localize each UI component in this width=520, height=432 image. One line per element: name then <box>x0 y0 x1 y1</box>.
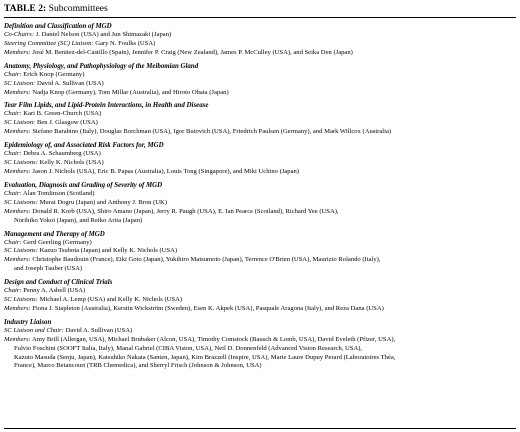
role-label: Chair: <box>4 189 22 197</box>
role-label: SC Liaison and Chair: <box>4 326 64 334</box>
member-line <box>4 199 516 208</box>
member-names: France), Marco Betancourt (TRB Chemedica), and Sherryl Frisch (Johnson & Johnson, USA) <box>14 362 262 370</box>
subcommittee-section <box>4 20 516 58</box>
member-line <box>4 159 516 168</box>
member-names: Debra A. Schaumberg (USA) <box>23 150 101 158</box>
member-line <box>4 256 516 265</box>
member-line <box>4 217 516 226</box>
member-line <box>4 327 516 336</box>
member-line <box>4 362 516 371</box>
subcommittee-title: Industry Liaison <box>4 318 52 326</box>
member-names: José M. Benitez-del-Castillo (Spain), Jennifer P. Craig (New Zealand), James P. McCulley (USA), and Seika Den (Japan) <box>32 48 353 56</box>
role-label: Co-Chairs: <box>4 31 35 38</box>
subcommittee-title: Anatomy, Physiology, and Pathophysiology of the Meibomian Gland <box>4 62 199 70</box>
role-label: Members: <box>4 304 31 312</box>
role-label: SC Liaison: <box>4 119 36 127</box>
member-names: Fulvio Foschini (SOOFT Italia, Italy), Manal Gabriel (CIBA Vision, USA), Neil D. Donnenfeld (Advanced Vision Research, USA), <box>14 344 363 352</box>
member-names: J. Daniel Nelson (USA) and Jun Shimazaki (Japan) <box>35 31 172 38</box>
member-names: Donald R. Korb (USA), Shiro Amano (Japan), Jerry R. Paugh (USA), E. Ian Pearce (Scotland), Richard Yee (USA), <box>32 207 339 215</box>
member-names: Kazuo Tsubota (Japan) and Kelly K. Nichols (USA) <box>39 247 178 255</box>
role-label: Chair: <box>4 150 22 158</box>
subcommittee-title: Evaluation, Diagnosis and Grading of Severity of MGD <box>4 181 163 189</box>
member-line <box>4 40 516 49</box>
role-label: Chair: <box>4 287 22 295</box>
sections-container <box>4 20 516 371</box>
role-label: SC Liaisons: <box>4 247 38 255</box>
subcommittee-section <box>4 60 516 98</box>
role-label: Members: <box>4 256 31 264</box>
member-line <box>4 296 516 305</box>
member-names: Christophe Baudouin (France), Eiki Goto (Japan), Yukihiro Matsumoto (Japan), Terrence O'Brien (USA), Maurizio Rolando (Italy), <box>32 256 381 264</box>
member-names: Kari B. Green-Church (USA) <box>23 110 102 118</box>
role-label: Members: <box>4 88 31 96</box>
role-label: Chair: <box>4 110 22 118</box>
member-line <box>4 190 516 199</box>
role-label: Members: <box>4 128 31 136</box>
table-caption <box>4 0 516 17</box>
member-line <box>4 354 516 363</box>
member-names: Kazuto Masuda (Senju, Japan), Katsuhiko Nakata (Santen, Japan), Kim Brazzell (Inspire, USA), Marie Laure Dupuy Perard (Laboratoires Théa, <box>14 353 396 361</box>
member-line <box>4 150 516 159</box>
subcommittee-section <box>4 179 516 226</box>
member-line <box>4 71 516 80</box>
role-label: SC Liaisons: <box>4 198 38 206</box>
member-names: Nadja Knop (Germany), Tom Millar (Australia), and Hiroto Obata (Japan) <box>32 88 229 96</box>
member-names: Norihiko Yokoi (Japan), and Reiko Arita (Japan) <box>14 216 143 224</box>
member-line <box>4 345 516 354</box>
role-label: Chair: <box>4 238 22 246</box>
subcommittee-section <box>4 316 516 372</box>
role-label: Members: <box>4 48 31 56</box>
member-line <box>4 239 516 248</box>
member-names: Murat Dogru (Japan) and Anthony J. Bron (UK) <box>39 198 168 206</box>
member-names: David A. Sullivan (USA) <box>65 326 133 334</box>
subcommittee-section <box>4 228 516 275</box>
subcommittee-title: Design and Conduct of Clinical Trials <box>4 279 113 287</box>
member-line <box>4 128 516 137</box>
subcommittee-title: Tear Film Lipids, and Lipid-Protein Interactions, in Health and Disease <box>4 102 209 110</box>
member-names: Penny A. Asbell (USA) <box>23 287 86 295</box>
member-line <box>4 31 516 40</box>
member-line <box>4 208 516 217</box>
member-names: Michael A. Lemp (USA) and Kelly K. Nichols (USA) <box>39 296 183 304</box>
role-label: SC Liaisons: <box>4 296 38 304</box>
subcommittee-title: Management and Therapy of MGD <box>4 230 105 238</box>
member-names: Fiona J. Stapleton (Australia), Kerstin Wickström (Sweden), Esen K. Akpek (USA), Pasquale Aragona (Italy), and Reza Dana (USA) <box>32 304 384 312</box>
member-line <box>4 168 516 177</box>
role-label: Members: <box>4 335 31 343</box>
role-label: Members: <box>4 207 31 215</box>
member-line <box>4 119 516 128</box>
subcommittee-title: Epidemiology of, and Associated Risk Factors for, MGD <box>4 142 164 150</box>
member-names: Ben J. Glasgow (USA) <box>36 119 98 127</box>
member-line <box>4 49 516 58</box>
member-names: Gerd Geerling (Germany) <box>23 238 92 246</box>
role-label: SC Liaison: <box>4 79 36 87</box>
member-names: Gary N. Foulks (USA) <box>95 39 156 47</box>
member-names: Alan Tomlinson (Scotland) <box>22 189 95 197</box>
member-names: and Joseph Tauber (USA) <box>14 265 83 273</box>
member-line <box>4 247 516 256</box>
member-line <box>4 89 516 98</box>
role-label: Members: <box>4 167 31 175</box>
member-names: Jason J. Nichols (USA), Eric B. Papas (Australia), Louis Tong (Singapore), and Miki Uchino (Japan) <box>32 167 299 175</box>
subcommittee-section <box>4 139 516 177</box>
member-line <box>4 80 516 89</box>
member-line <box>4 287 516 296</box>
role-label: SC Liaisons: <box>4 159 38 167</box>
role-label: Chair: <box>4 70 22 78</box>
member-line <box>4 265 516 274</box>
member-names: Stefano Barabino (Italy), Douglas Borchman (USA), Igor Butovich (USA), Friedrich Paulsen (Germany), and Mark Willcox (Australia) <box>32 128 392 136</box>
member-line <box>4 336 516 345</box>
subcommittee-section <box>4 276 516 314</box>
member-line <box>4 110 516 119</box>
role-label: Steering Committee (SC) Liaison: <box>4 39 94 47</box>
subcommittee-title: Definition and Classification of MGD <box>4 23 112 30</box>
member-line <box>4 305 516 314</box>
bottom-rule <box>4 428 516 429</box>
top-rule <box>4 17 516 18</box>
member-names: David A. Sullivan (USA) <box>36 79 104 87</box>
member-names: Amy Brill (Allergan, USA), Michael Brubaker (Alcon, USA), Timothy Comstock (Bausch & Lomb, USA), David Eveleth (Pfizer, USA), <box>32 335 396 343</box>
member-names: Erich Knop (Germany) <box>23 70 85 78</box>
subcommittee-section <box>4 99 516 137</box>
table-title: Subcommittees <box>48 3 108 14</box>
table-label: TABLE 2: <box>4 3 47 14</box>
member-names: Kelly K. Nichols (USA) <box>39 159 104 167</box>
